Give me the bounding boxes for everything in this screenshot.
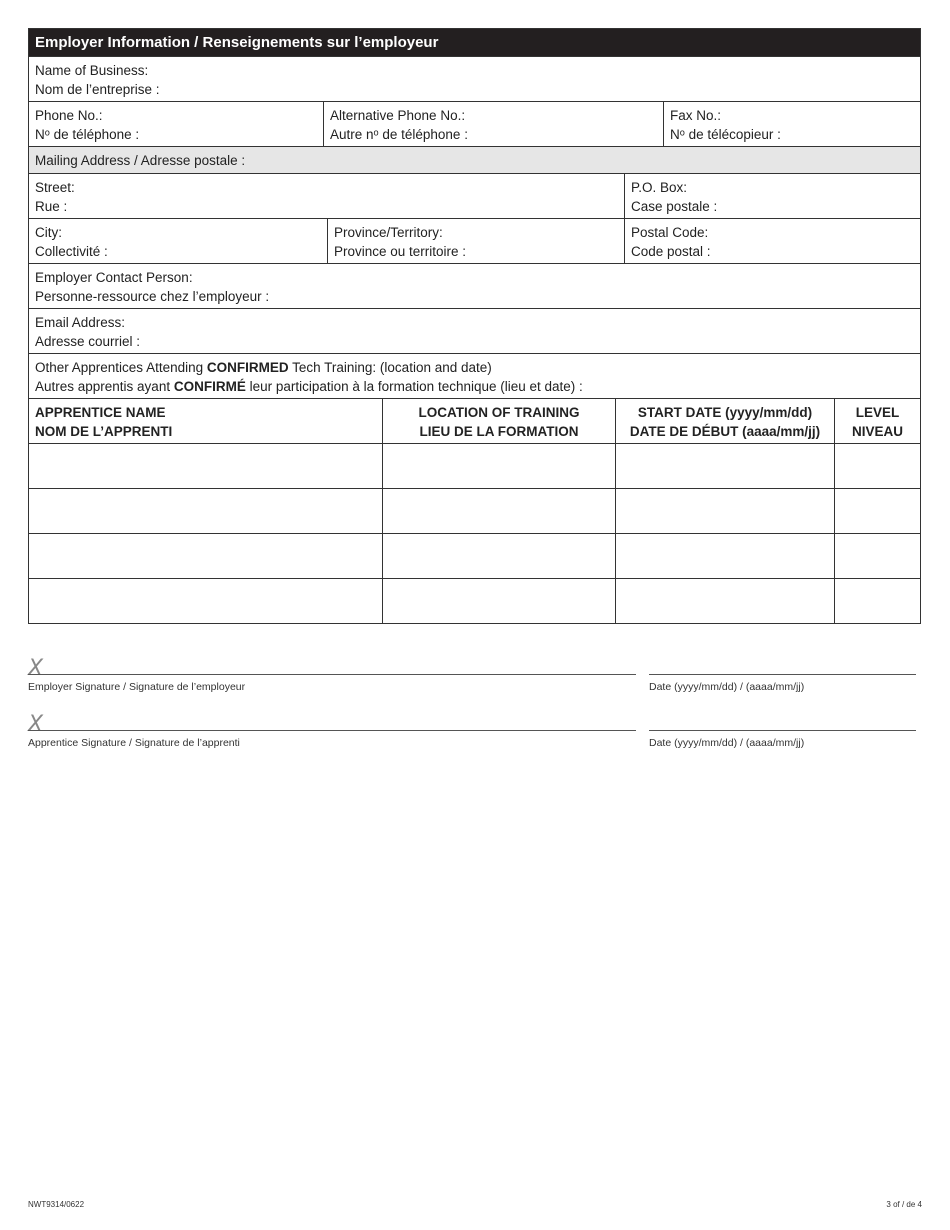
level-cell[interactable] <box>834 579 920 623</box>
province-field[interactable] <box>327 219 624 263</box>
city-label-fr: Collectivité : <box>35 243 108 259</box>
other-apprentices-row <box>29 353 920 398</box>
alt-phone-label-en: Alternative Phone No.: <box>330 108 466 123</box>
business-name-label-en: Name of Business: <box>35 63 149 78</box>
start-date-cell[interactable] <box>615 444 834 488</box>
other-apprentices-en: Other Apprentices Attending CONFIRMED Tech Training: (location and date) <box>35 360 492 375</box>
table-header-row <box>29 398 920 443</box>
city-label-en: City: <box>35 225 62 240</box>
alt-phone-label-fr: Autre nᵒ de téléphone : <box>330 126 468 142</box>
page-number: 3 of / de 4 <box>886 1200 922 1209</box>
contact-label-fr: Personne-ressource chez l’employeur : <box>35 288 270 304</box>
employer-signature-line[interactable] <box>28 674 636 675</box>
form-code: NWT9314/0622 <box>28 1200 85 1209</box>
level-cell[interactable] <box>834 534 920 578</box>
section-title: Employer Information / Renseignements sur l’employeur <box>29 29 920 56</box>
apprentice-date-label: Date (yyyy/mm/dd) / (aaaa/mm/jj) <box>649 737 805 749</box>
email-row <box>29 308 920 353</box>
city-row <box>29 218 920 263</box>
employer-date-line[interactable] <box>649 674 916 675</box>
section-header-row <box>29 29 920 56</box>
level-cell[interactable] <box>834 444 920 488</box>
business-name-label-fr: Nom de l’entreprise : <box>35 81 160 97</box>
contact-person-field[interactable] <box>29 264 920 308</box>
start-date-cell[interactable] <box>615 579 834 623</box>
contact-row <box>29 263 920 308</box>
business-name-row <box>29 56 920 101</box>
other-apprentices-heading <box>29 354 920 398</box>
phone-label-en: Phone No.: <box>35 108 103 123</box>
col-apprentice-name: APPRENTICE NAME NOM DE L’APPRENTI <box>35 405 173 439</box>
signature-x-mark: X <box>28 712 44 737</box>
location-cell[interactable] <box>382 444 615 488</box>
apprentice-date-line[interactable] <box>649 730 916 731</box>
employer-signature-label: Employer Signature / Signature de l’employeur <box>28 681 246 693</box>
employer-information-form <box>28 28 921 624</box>
postal-code-field[interactable] <box>624 219 920 263</box>
location-cell[interactable] <box>382 489 615 533</box>
col-location-of-training: LOCATION OF TRAINING LIEU DE LA FORMATION <box>382 399 615 443</box>
table-row <box>29 578 920 623</box>
email-field[interactable] <box>29 309 920 353</box>
city-field[interactable] <box>29 219 327 263</box>
street-field[interactable] <box>29 174 624 218</box>
fax-label-en: Fax No.: <box>670 108 722 123</box>
business-name-field[interactable] <box>29 57 920 101</box>
location-cell[interactable] <box>382 579 615 623</box>
col-start-date: START DATE (yyyy/mm/dd) DATE DE DÉBUT (aaaa/mm/jj) <box>615 399 834 443</box>
contact-label-en: Employer Contact Person: <box>35 270 193 285</box>
col-level: LEVEL NIVEAU <box>834 399 920 443</box>
postal-label-fr: Code postal : <box>631 243 711 259</box>
fax-label-fr: Nᵒ de télécopieur : <box>670 126 781 142</box>
table-row <box>29 533 920 578</box>
phone-row <box>29 101 920 146</box>
apprentice-name-cell[interactable] <box>29 489 382 533</box>
signature-x-mark: X <box>28 656 44 681</box>
location-cell[interactable] <box>382 534 615 578</box>
table-row <box>29 488 920 533</box>
apprentice-name-cell[interactable] <box>29 444 382 488</box>
province-label-fr: Province ou territoire : <box>334 243 467 259</box>
fax-field[interactable] <box>663 102 920 146</box>
mailing-address-heading: Mailing Address / Adresse postale : <box>29 147 920 173</box>
level-cell[interactable] <box>834 489 920 533</box>
alt-phone-field[interactable] <box>323 102 663 146</box>
email-label-fr: Adresse courriel : <box>35 333 141 349</box>
phone-label-fr: Nᵒ de téléphone : <box>35 126 140 142</box>
table-row <box>29 443 920 488</box>
apprentice-name-cell[interactable] <box>29 579 382 623</box>
apprentice-name-cell[interactable] <box>29 534 382 578</box>
postal-label-en: Postal Code: <box>631 225 709 240</box>
mailing-address-row <box>29 146 920 173</box>
po-box-field[interactable] <box>624 174 920 218</box>
po-box-label-fr: Case postale : <box>631 198 718 214</box>
street-label-en: Street: <box>35 180 75 195</box>
email-label-en: Email Address: <box>35 315 126 330</box>
province-label-en: Province/Territory: <box>334 225 443 240</box>
start-date-cell[interactable] <box>615 534 834 578</box>
start-date-cell[interactable] <box>615 489 834 533</box>
phone-field[interactable] <box>29 102 323 146</box>
apprentice-signature-label: Apprentice Signature / Signature de l’apprenti <box>28 737 240 749</box>
employer-date-label: Date (yyyy/mm/dd) / (aaaa/mm/jj) <box>649 681 805 693</box>
street-label-fr: Rue : <box>35 198 68 214</box>
po-box-label-en: P.O. Box: <box>631 180 688 195</box>
apprentice-signature-line[interactable] <box>28 730 636 731</box>
other-apprentices-fr: Autres apprentis ayant CONFIRMÉ leur participation à la formation technique (lieu et date) : <box>35 378 583 394</box>
street-row <box>29 173 920 218</box>
